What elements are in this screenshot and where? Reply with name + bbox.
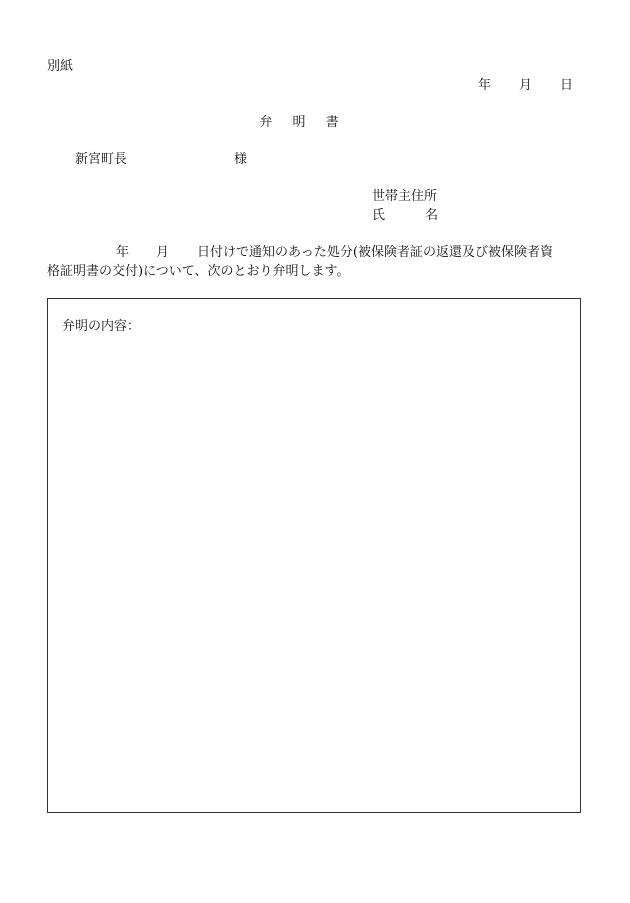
notice-month-label: 月 — [156, 245, 170, 260]
date-year-label: 年 — [478, 78, 492, 93]
date-day-label: 日 — [560, 78, 574, 93]
name-label-first-char: 氏 — [372, 208, 386, 223]
document-title-text: 弁 明 書 — [259, 115, 347, 130]
attachment-label: 別紙 — [47, 59, 74, 74]
addressee-honorific: 様 — [234, 152, 248, 167]
addressee-name: 新宮町長 — [75, 152, 128, 167]
document-title — [0, 116, 630, 129]
notice-year-label: 年 — [116, 245, 130, 260]
explanation-content-label: 弁明の内容： — [62, 319, 141, 334]
name-label-second-char: 名 — [425, 208, 439, 223]
body-text-line-2: 格証明書の交付)について、次のとおり弁明します。 — [47, 264, 350, 279]
date-month-label: 月 — [519, 78, 533, 93]
explanation-content-box[interactable] — [47, 298, 581, 813]
household-head-address-label: 世帯主住所 — [372, 189, 438, 204]
body-text-line-1: 日付けで通知のあった処分(被保険者証の返還及び被保険者資 — [197, 245, 553, 260]
